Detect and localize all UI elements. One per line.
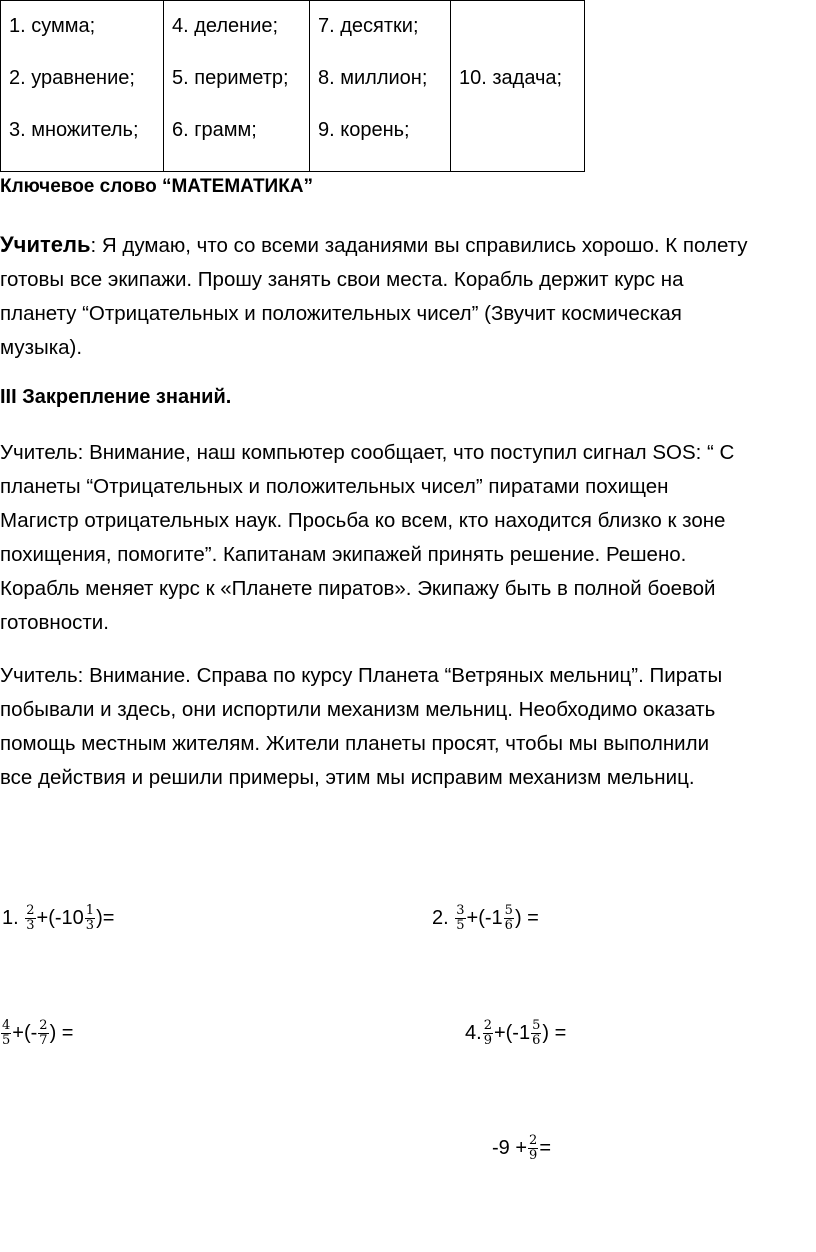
exercise-5: -9 + $\frac{2}{9}$ = [492,1133,551,1163]
paragraph-line: готовности. [0,611,109,634]
paragraph-line: Магистр отрицательных наук. Просьба ко всем, кто находится близко к зоне [0,509,726,532]
fraction: $\frac{2}{3}$ [26,903,35,933]
table-item: 5. периметр; [172,67,289,89]
table-item: 7. десятки; [318,15,419,37]
paragraph-line: : Я думаю, что со всеми заданиями вы справились хорошо. К полету [90,234,748,257]
fraction: $\frac{1}{3}$ [85,903,95,933]
paragraph-line: готовы все экипажи. Прошу занять свои места. Корабль держит курс на [0,268,684,291]
keyword-line: Ключевое слово “МАТЕМАТИКА” [0,176,314,197]
paragraph-line: музыка). [0,336,83,359]
fraction: $\frac{2}{9}$ [529,1133,538,1163]
paragraph-line: Учитель: Внимание, наш компьютер сообщает, что поступил сигнал SOS: “ С [0,441,735,464]
table-item: 8. миллион; [318,67,428,89]
table-item: 10. задача; [459,67,563,89]
fraction: $\frac{4}{5}$ [2,1018,11,1048]
teacher-paragraph-1 [0,228,816,365]
teacher-paragraph-3 [0,659,816,795]
paragraph-line: помощь местным жителям. Жители планеты просят, чтобы мы выполнили [0,732,710,755]
vocabulary-table [0,0,585,172]
paragraph-line: Корабль меняет курс к «Планете пиратов». Экипажу быть в полной боевой [0,577,716,600]
fraction: $\frac{2}{9}$ [483,1018,492,1048]
exercise-2: 2. $\frac{3}{5}$ +(-1 $\frac{5}{6}$ ) = [432,903,539,933]
fraction: $\frac{5}{6}$ [532,1018,541,1048]
table-item: 3. множитель; [9,119,139,141]
table-cell [451,1,585,172]
paragraph-line: планеты “Отрицательных и положительных чисел” пиратами похищен [0,475,669,498]
teacher-label: Учитель [0,232,91,257]
section-heading: III Закрепление знаний. [0,386,232,408]
table-cell [310,1,451,172]
paragraph-line: планету “Отрицательных и положительных чисел” (Звучит космическая [0,302,682,325]
fraction: $\frac{3}{5}$ [456,903,465,933]
table-cell [1,1,164,172]
table-item: 2. уравнение; [9,67,135,89]
exercise-4: 4. $\frac{2}{9}$ +(-1 $\frac{5}{6}$ ) = [465,1018,567,1048]
fraction: $\frac{5}{6}$ [504,903,513,933]
paragraph-line: Учитель: Внимание. Справа по курсу Планета “Ветряных мельниц”. Пираты [0,664,723,687]
teacher-paragraph-2 [0,436,816,640]
paragraph-line: побывали и здесь, они испортили механизм мельниц. Необходимо оказать [0,698,716,721]
paragraph-line: похищения, помогите”. Капитанам экипажей принять решение. Решено. [0,543,687,566]
table-item: 6. грамм; [172,119,257,141]
exercise-3: $\frac{4}{5}$ +(- $\frac{2}{7}$ ) = [2,1018,74,1048]
table-cell [164,1,310,172]
table-item: 1. сумма; [9,15,96,37]
fraction: $\frac{2}{7}$ [39,1018,48,1048]
exercise-1: 1. $\frac{2}{3}$ +(-10 $\frac{1}{3}$ )= [2,903,115,933]
table-item: 9. корень; [318,119,410,141]
table-item: 4. деление; [172,15,279,37]
paragraph-line: все действия и решили примеры, этим мы исправим механизм мельниц. [0,766,695,789]
